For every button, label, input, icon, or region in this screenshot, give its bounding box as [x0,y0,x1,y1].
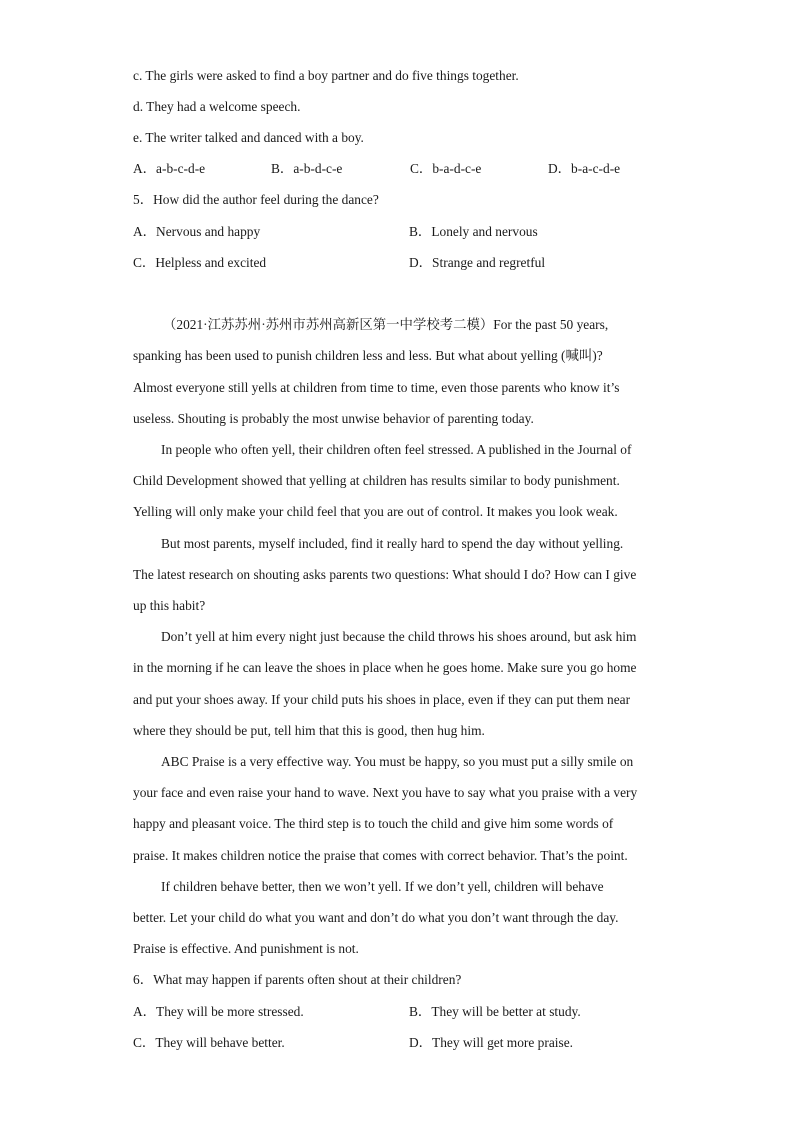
passage-line: and put your shoes away. If your child puts his shoes in place, even if they can put them near [133,692,631,707]
q6-option-d: D．They will get more praise. [409,1035,573,1050]
passage-line: Praise is effective. And punishment is not. [133,941,359,956]
q5-option-b: B．Lonely and nervous [409,224,538,239]
passage-line: Yelling will only make your child feel that you are out of control. It makes you look weak. [133,504,618,519]
q4-option-c: C．b-a-d-c-e [410,161,482,176]
q5-option-c: C．Helpless and excited [133,255,267,270]
q4-option-d: D．b-a-c-d-e [548,161,621,176]
q6-question: 6．What may happen if parents often shout at their children? [133,972,462,987]
statement-e: e. The writer talked and danced with a boy. [133,130,364,145]
statement-d: d. They had a welcome speech. [133,99,301,114]
q6-option-b: B．They will be better at study. [409,1004,581,1019]
passage-line: where they should be put, tell him that this is good, then hug him. [133,723,485,738]
q6-option-c: C．They will behave better. [133,1035,285,1050]
passage-line: If children behave better, then we won’t yell. If we don’t yell, children will behave [161,879,604,894]
passage-line: In people who often yell, their children often feel stressed. A published in the Journal of [161,442,632,457]
statement-c: c. The girls were asked to find a boy partner and do five things together. [133,68,519,83]
q4-option-a: A．a-b-c-d-e [133,161,206,176]
q5-option-a: A．Nervous and happy [133,224,261,239]
passage-line: up this habit? [133,598,206,613]
passage-line: ABC Praise is a very effective way. You must be happy, so you must put a silly smile on [161,754,634,769]
passage-line: But most parents, myself included, find it really hard to spend the day without yelling. [161,536,624,551]
passage-line: praise. It makes children notice the praise that comes with correct behavior. That’s the point. [133,848,628,863]
q6-option-a: A．They will be more stressed. [133,1004,304,1019]
passage-line: （2021·江苏苏州·苏州市苏州高新区第一中学校考二模）For the past 50 years, [163,317,609,332]
q5-question: 5．How did the author feel during the dance? [133,192,379,207]
passage-line: spanking has been used to punish children less and less. But what about yelling (喊叫)? [133,348,603,363]
passage-line: Don’t yell at him every night just because the child throws his shoes around, but ask him [161,629,637,644]
passage-line: your face and even raise your hand to wave. Next you have to say what you praise with a very [133,785,638,800]
q4-option-b: B．a-b-d-c-e [271,161,343,176]
passage-line: in the morning if he can leave the shoes in place when he goes home. Make sure you go home [133,660,637,675]
passage-line: happy and pleasant voice. The third step is to touch the child and give him some words of [133,816,614,831]
q5-option-d: D．Strange and regretful [409,255,546,270]
passage-line: useless. Shouting is probably the most unwise behavior of parenting today. [133,411,534,426]
passage-line: Almost everyone still yells at children from time to time, even those parents who know it’s [133,380,620,395]
passage-line: better. Let your child do what you want and don’t do what you don’t want through the day. [133,910,619,925]
passage-line: Child Development showed that yelling at children has results similar to body punishment. [133,473,620,488]
passage-line: The latest research on shouting asks parents two questions: What should I do? How can I give [133,567,637,582]
